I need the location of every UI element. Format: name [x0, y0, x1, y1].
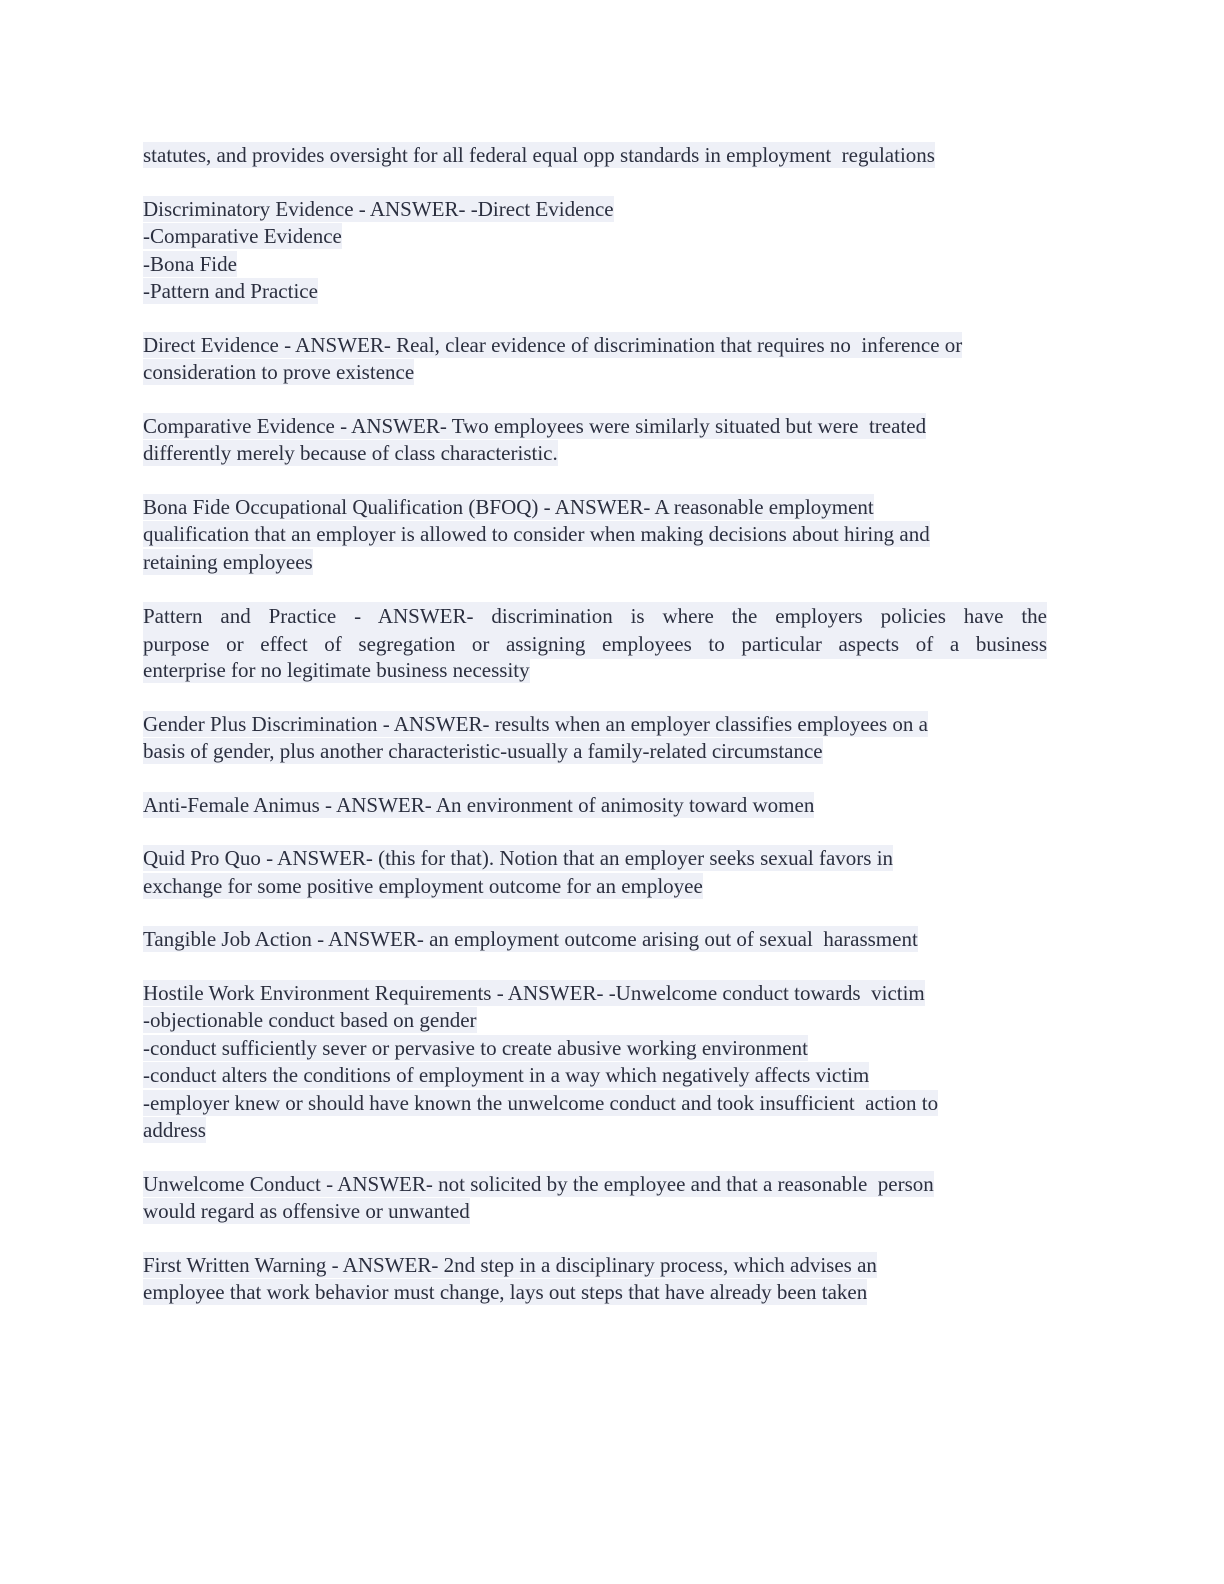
text-line	[143, 602, 1047, 630]
text-line-content: Discriminatory Evidence - ANSWER- -Direct Evidence	[143, 196, 614, 221]
text-line-content: address	[143, 1118, 206, 1142]
text-line-content: exchange for some positive employment outcome for an employee	[143, 873, 703, 898]
qa-entry	[143, 494, 1083, 577]
text-line-content: employee that work behavior must change, lays out steps that have already been taken	[143, 1280, 868, 1304]
text-line-content: -Pattern and Practice	[143, 279, 318, 303]
text-line	[143, 711, 1083, 739]
text-line-content: Unwelcome Conduct - ANSWER- not solicited by the employee and that a reasonable person	[143, 1171, 934, 1196]
qa-entry	[143, 196, 1083, 306]
qa-entry	[143, 602, 1083, 685]
text-line	[143, 845, 1083, 873]
text-line-content: -conduct alters the conditions of employment in a way which negatively affects victim	[143, 1063, 870, 1087]
text-line	[143, 657, 1083, 685]
text-line-content: -conduct sufficiently sever or pervasive to create abusive working environment	[143, 1035, 808, 1060]
qa-entry	[143, 413, 1083, 468]
text-line	[143, 630, 1047, 658]
text-line-content: differently merely because of class characteristic.	[143, 441, 558, 465]
text-line	[143, 926, 1083, 954]
document-body	[143, 142, 1083, 1333]
text-line-content: retaining employees	[143, 549, 313, 574]
text-line	[143, 494, 1083, 522]
text-line	[143, 251, 1083, 279]
text-line	[143, 1035, 1083, 1063]
text-line-content: Tangible Job Action - ANSWER- an employment outcome arising out of sexual harassment	[143, 927, 918, 951]
text-line	[143, 332, 1083, 360]
text-line	[143, 549, 1083, 577]
text-line-content: qualification that an employer is allowed to consider when making decisions about hiring and	[143, 522, 930, 546]
qa-entry	[143, 926, 1083, 954]
text-line-content: basis of gender, plus another characteristic-usually a family-related circumstance	[143, 739, 823, 763]
text-line	[143, 1090, 1083, 1118]
text-line-content: Pattern and Practice - ANSWER- discrimination is where the employers policies have the	[143, 602, 1047, 632]
text-line-content: Anti-Female Animus - ANSWER- An environment of animosity toward women	[143, 792, 815, 817]
text-line	[143, 1117, 1083, 1145]
text-line-content: -employer knew or should have known the unwelcome conduct and took insufficient action to	[143, 1090, 939, 1115]
text-line-content: First Written Warning - ANSWER- 2nd step in a disciplinary process, which advises an	[143, 1252, 877, 1277]
text-line	[143, 1062, 1083, 1090]
text-line-content: Bona Fide Occupational Qualification (BFOQ) - ANSWER- A reasonable employment	[143, 494, 874, 519]
text-line	[143, 1279, 1083, 1307]
qa-entry	[143, 792, 1083, 820]
text-line-content: Direct Evidence - ANSWER- Real, clear evidence of discrimination that requires no inference or	[143, 332, 963, 357]
text-line	[143, 521, 1083, 549]
text-line-content: -Comparative Evidence	[143, 224, 342, 248]
qa-entry	[143, 845, 1083, 900]
text-line-content: statutes, and provides oversight for all federal equal opp standards in employment regulations	[143, 143, 935, 167]
text-line	[143, 1007, 1083, 1035]
text-line	[143, 278, 1083, 306]
text-line	[143, 196, 1083, 224]
text-line-content: -Bona Fide	[143, 251, 237, 276]
text-line-content: -objectionable conduct based on gender	[143, 1008, 477, 1032]
text-line-content: would regard as offensive or unwanted	[143, 1199, 470, 1223]
qa-entry	[143, 980, 1083, 1145]
text-line-content: Gender Plus Discrimination - ANSWER- results when an employer classifies employees on a	[143, 711, 928, 736]
text-line	[143, 223, 1083, 251]
qa-entry	[143, 711, 1083, 766]
text-line-content: enterprise for no legitimate business necessity	[143, 658, 530, 682]
text-line-content: consideration to prove existence	[143, 360, 415, 384]
text-line-content: purpose or effect of segregation or assigning employees to particular aspects of a business	[143, 630, 1047, 660]
text-line-content: Comparative Evidence - ANSWER- Two employees were similarly situated but were treated	[143, 413, 927, 438]
text-line	[143, 738, 1083, 766]
text-line	[143, 359, 1083, 387]
text-line	[143, 792, 1083, 820]
text-line	[143, 1252, 1083, 1280]
qa-entry	[143, 1171, 1083, 1226]
qa-entry	[143, 332, 1083, 387]
text-line	[143, 873, 1083, 901]
text-line	[143, 980, 1083, 1008]
text-line	[143, 1198, 1083, 1226]
text-line	[143, 413, 1083, 441]
text-line	[143, 440, 1083, 468]
qa-entry	[143, 1252, 1083, 1307]
text-line	[143, 142, 1083, 170]
text-line-content: Hostile Work Environment Requirements - ANSWER- -Unwelcome conduct towards victim	[143, 980, 925, 1005]
text-line-content: Quid Pro Quo - ANSWER- (this for that). Notion that an employer seeks sexual favors in	[143, 846, 894, 870]
text-line	[143, 1171, 1083, 1199]
qa-entry	[143, 142, 1083, 170]
